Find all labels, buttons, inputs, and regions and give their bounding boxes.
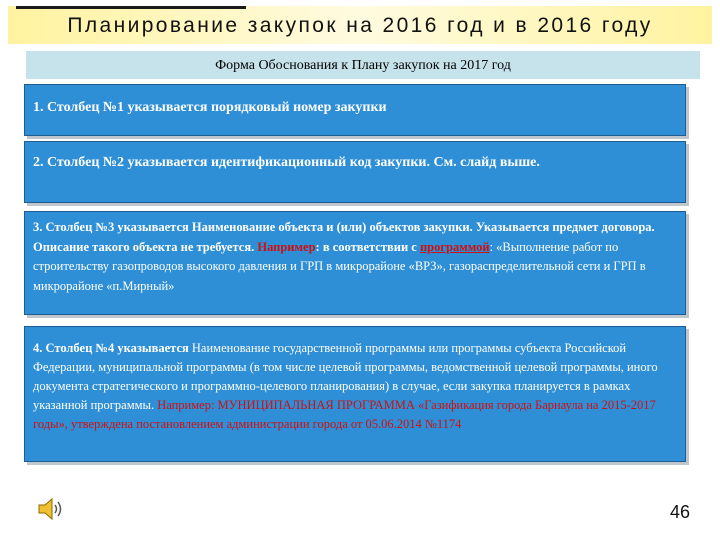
info-box-column-2 <box>24 141 686 203</box>
column-4-example: Например: МУНИЦИПАЛЬНАЯ ПРОГРАММА «Газификация города Барнаула на 2015-2017 годы», утверждена постановлением администрации города от 05.06.2014 №1174 <box>33 398 656 431</box>
column-3-conj: : в соответствии с <box>315 239 420 254</box>
info-box-column-4 <box>24 326 686 462</box>
subtitle-bar <box>26 51 700 79</box>
column-4-heading: 4. Столбец №4 указывается <box>33 341 189 355</box>
page-number: 46 <box>669 502 690 522</box>
column-4-text <box>33 339 679 434</box>
info-box-column-1 <box>24 84 686 136</box>
speaker-icon[interactable] <box>36 496 66 522</box>
column-2-text: 2. Столбец №2 указывается идентификационный код закупки. См. слайд выше. <box>33 155 540 170</box>
title-bar <box>8 6 712 44</box>
column-3-example-label: Например <box>254 239 316 254</box>
column-3-program-word: программой <box>419 239 490 254</box>
column-3-heading: 3. Столбец №3 указывается Наименование объекта и (или) объектов закупки. Указывается предмет договора. Описание такого объекта не требуется. <box>33 220 655 254</box>
info-box-column-3 <box>24 211 686 315</box>
title-accent-line <box>16 6 246 9</box>
column-3-text <box>33 218 679 296</box>
column-1-text: 1. Столбец №1 указывается порядковый номер закупки <box>33 100 387 115</box>
column-3-example-text: : «Выполнение работ по строительству газопроводов высокого давления и ГРП в микрорайоне «ВРЗ», газораспределительной сети и ГРП в микрорайоне «п.Мирный» <box>33 239 646 293</box>
slide-title: Планирование закупок на 2016 год и в 2016 году <box>67 14 653 37</box>
slide-subtitle: Форма Обоснования к Плану закупок на 2017 год <box>215 58 511 73</box>
column-4-body: Наименование государственной программы или программы субъекта Российской Федерации, муниципальной программы (в том числе целевой программы, ведомственной целевой программы, иного документа стратегического и программно-целевого планирования) в случае, если закупка планируется в рамках указанной программы. <box>33 341 658 412</box>
